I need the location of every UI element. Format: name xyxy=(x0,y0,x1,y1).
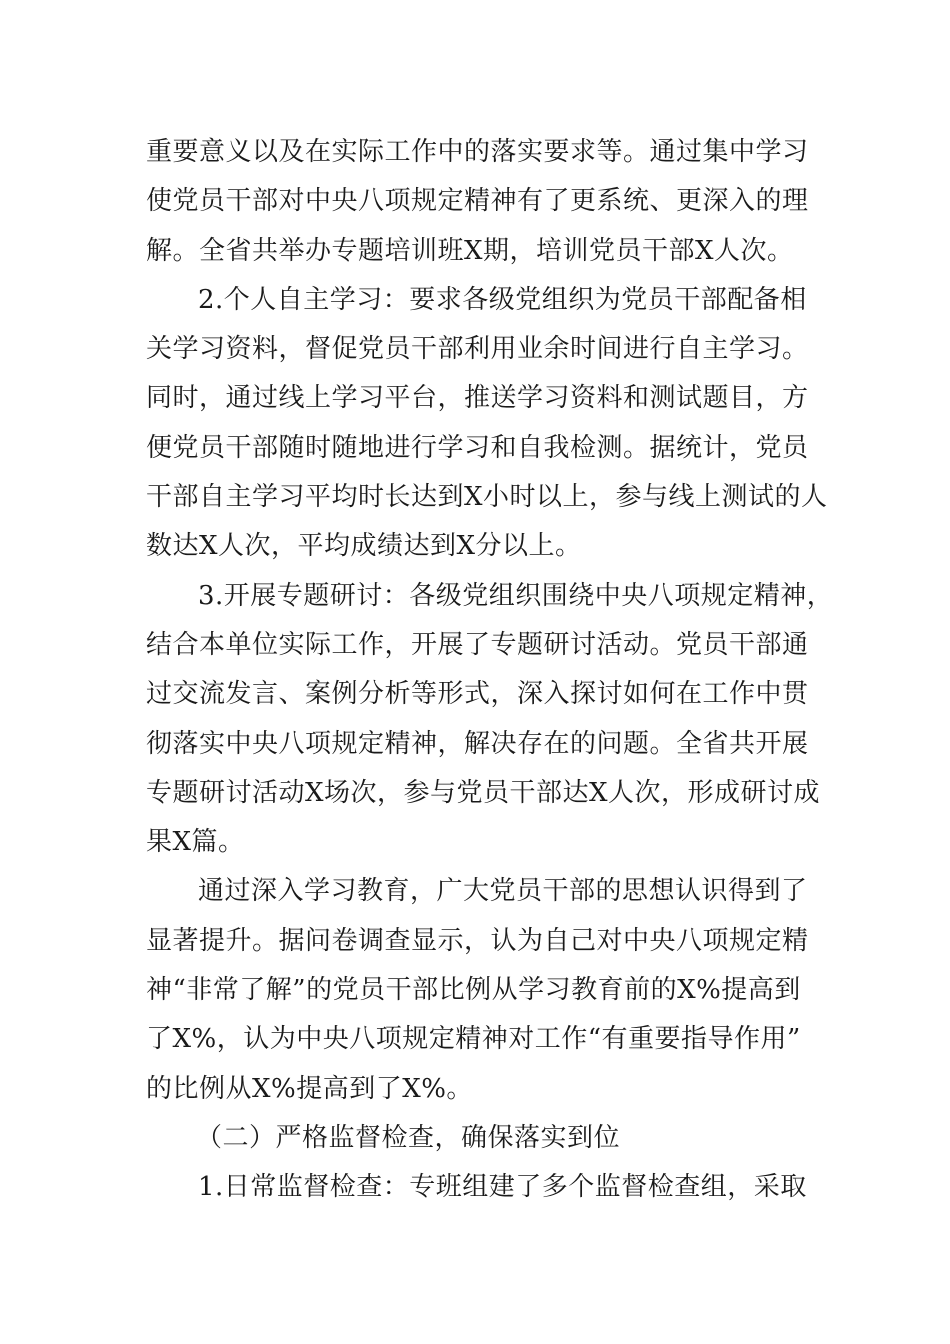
paragraph-line: 过交流发言、案例分析等形式，深入探讨如何在工作中贯 xyxy=(146,679,809,710)
paragraph-summary: 通过深入学习教育，广大党员干部的思想认识得到了 xyxy=(198,876,808,907)
list-item-personal-study: 2.个人自主学习：要求各级党组织为党员干部配备相 xyxy=(198,284,807,315)
paragraph-line: 专题研讨活动X场次，参与党员干部达X人次，形成研讨成 xyxy=(146,777,821,808)
paragraph-line: 使党员干部对中央八项规定精神有了更系统、更深入的理 xyxy=(146,186,809,217)
paragraph-line: 的比例从X%提高到了X%。 xyxy=(146,1073,473,1104)
paragraph-line: 解。全省共举办专题培训班X期，培训党员干部X人次。 xyxy=(146,235,794,266)
document-body xyxy=(146,128,834,1213)
paragraph-line: 关学习资料，督促党员干部利用业余时间进行自主学习。 xyxy=(146,334,809,365)
paragraph-line: 结合本单位实际工作，开展了专题研讨活动。党员干部通 xyxy=(146,629,809,660)
paragraph-line: 彻落实中央八项规定精神，解决存在的问题。全省共开展 xyxy=(146,728,809,759)
paragraph-line: 同时，通过线上学习平台，推送学习资料和测试题目，方 xyxy=(146,383,809,414)
paragraph-line: 果X篇。 xyxy=(146,827,245,858)
paragraph-line: 神“非常了解”的党员干部比例从学习教育前的X%提高到 xyxy=(146,975,801,1006)
paragraph-line: 便党员干部随时随地进行学习和自我检测。据统计，党员 xyxy=(146,432,809,463)
section-heading: （二）严格监督检查，确保落实到位 xyxy=(196,1122,621,1153)
paragraph-line: 重要意义以及在实际工作中的落实要求等。通过集中学习 xyxy=(146,137,809,167)
paragraph-line: 了X%，认为中央八项规定精神对工作“有重要指导作用” xyxy=(146,1024,801,1055)
list-item-daily-supervision: 1.日常监督检查：专班组建了多个监督检查组，采取 xyxy=(198,1172,807,1203)
list-item-thematic-seminar: 3.开展专题研讨：各级党组织围绕中央八项规定精神， xyxy=(198,580,834,611)
paragraph-line: 显著提升。据问卷调查显示，认为自己对中央八项规定精 xyxy=(146,925,809,956)
paragraph-line: 数达X人次，平均成绩达到X分以上。 xyxy=(146,531,582,562)
paragraph-line: 干部自主学习平均时长达到X小时以上，参与线上测试的人 xyxy=(146,482,828,513)
